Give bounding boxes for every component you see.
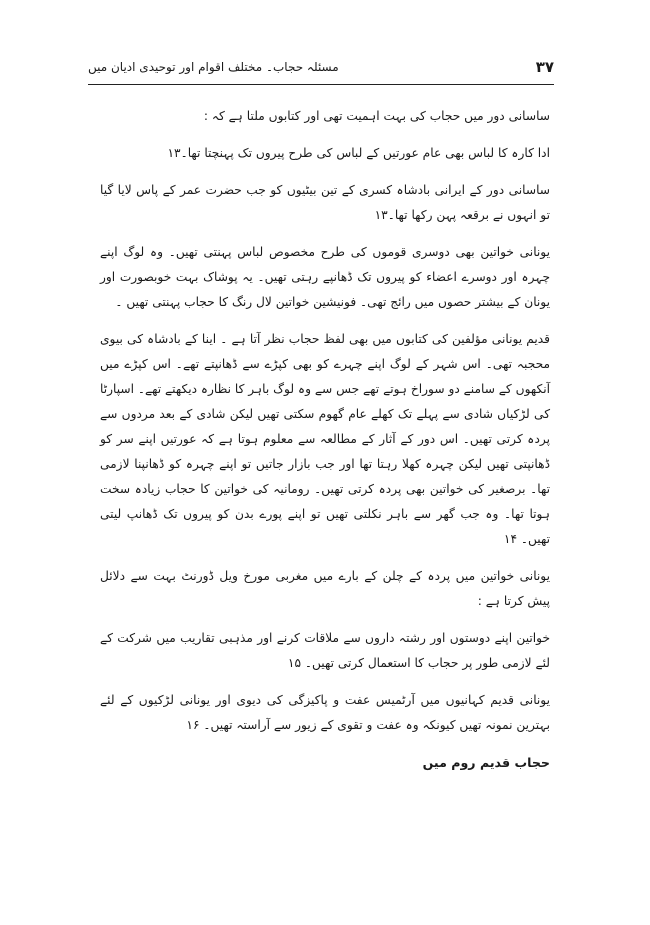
paragraph-6: یونانی خواتین میں پردہ کے چلن کے بارے میں مغربی مورخ ویل ڈورنٹ بہت سے دلائل پیش کرتا ہے : <box>100 569 550 608</box>
paragraph-3: ساسانی دور کے ایرانی بادشاہ کسری کے تین بیٹیوں کو جب حضرت عمر کے پاس لایا گیا تو انہوں نے برقعہ پہن رکھا تھا۔۱۳ <box>100 183 550 222</box>
chapter-title: مسئلہ حجاب۔ مختلف اقوام اور توحیدی ادیان میں <box>88 60 339 74</box>
header-rule <box>88 84 554 85</box>
paragraph-7: خواتین اپنے دوستوں اور رشتہ داروں سے ملاقات کرنے اور مذہبی تقاریب میں شرکت کے لئے لازمی طور پر حجاب کا استعمال کرتی تھیں۔ ۱۵ <box>100 631 550 670</box>
paragraph-8: یونانی قدیم کہانیوں میں آرٹمیس عفت و پاکیزگی کی دیوی اور یونانی لڑکیوں کے لئے بہترین نمونہ تھیں کیونکہ وہ عفت و تقوی کے زیور سے آراستہ تھیں۔ ۱۶ <box>100 693 550 732</box>
running-header <box>88 58 554 80</box>
section-heading: حجاب قدیم روم میں <box>422 755 550 770</box>
paragraph-4: یونانی خواتین بھی دوسری قوموں کی طرح مخصوص لباس پہنتی تھیں۔ وہ لوگ اپنے چہرہ اور دوسرے اعضاء کو پیروں تک ڈھانپے رہتی تھیں۔ یہ پوشاک بہت خوبصورت اور یونان کے بیشتر حصوں میں رائج تھی۔ فونیشین خواتین لال رنگ کا حجاب پہنتی تھیں ۔ <box>100 245 550 309</box>
paragraph-1: ساسانی دور میں حجاب کی بہت اہمیت تھی اور کتابوں ملتا ہے کہ : <box>203 109 550 123</box>
paragraph-2: ادا کارہ کا لباس بھی عام عورتیں کے لباس کی طرح پیروں تک پہنچتا تھا۔۱۳ <box>167 146 550 160</box>
page-body <box>100 104 550 775</box>
page-number: ۳۷ <box>535 58 554 76</box>
paragraph-5: قدیم یونانی مؤلفین کی کتابوں میں بھی لفظ حجاب نظر آتا ہے ۔ اینا کے بادشاہ کی بیوی محجبہ تھی۔ اس شہر کے لوگ اپنے چہرے کو بھی کپڑے سے ڈھانپتے تھے۔ اس کپڑے میں آنکھوں کے سامنے دو سوراخ ہوتے تھے جس سے وہ لوگ باہر کا نظارہ دیکھتے تھے۔ اسپارٹا کی لڑکیاں شادی سے پہلے تک کھلے عام گھوم سکتی تھیں لیکن شادی کے بعد مردوں سے پردہ کرتی تھیں۔ اس دور کے آثار کے مطالعہ سے معلوم ہوتا ہے کہ عورتیں اپنے سر کو ڈھانپتی تھیں لیکن چہرہ کھلا رہتا تھا اور جب بازار جاتیں تو اپنے چہرہ کو ڈھانپنا لازمی تھا۔ برصغیر کی خواتین بھی پردہ کرتی تھیں۔ رومانیہ کی خواتین کا حجاب زیادہ سخت ہوتا تھا۔ وہ جب گھر سے باہر نکلتی تھیں تو اپنے پورے بدن کو پیروں تک ڈھانپ لیتی تھیں۔ ۱۴ <box>100 332 550 546</box>
